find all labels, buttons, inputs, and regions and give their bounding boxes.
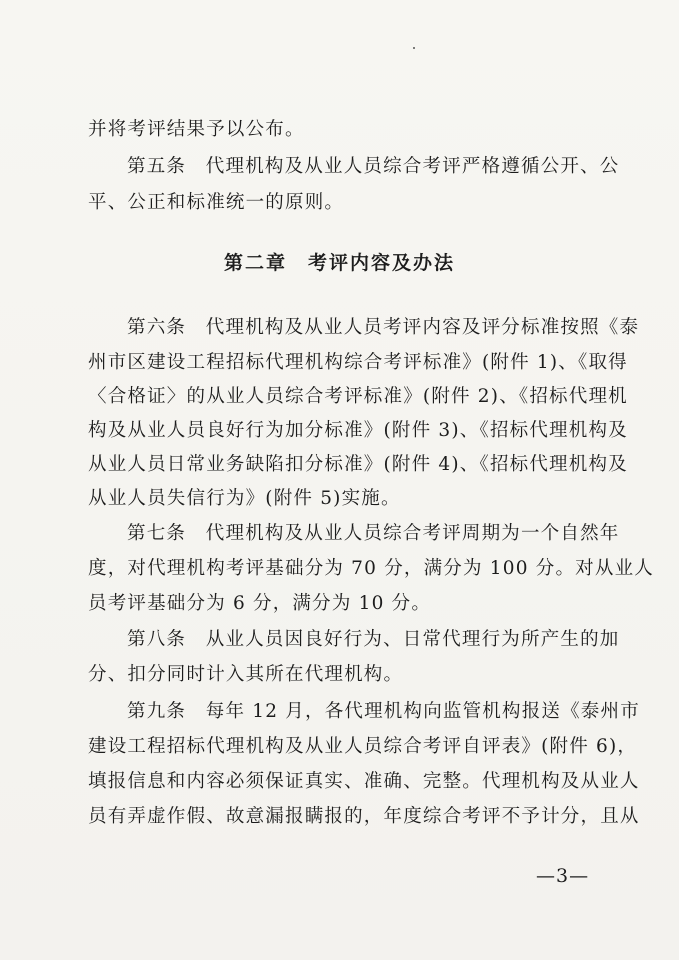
article-5-line-1: 第五条 代理机构及从业人员综合考评严格遵循公开、公: [127, 156, 620, 177]
text-line-1: 并将考评结果予以公布。: [88, 119, 305, 140]
article-6-line-1: 第六条 代理机构及从业人员考评内容及评分标准按照《泰: [127, 317, 640, 338]
article-9-line-1: 第九条 每年 12 月，各代理机构向监管机构报送《泰州市: [127, 701, 640, 722]
article-9-line-4: 员有弄虚作假、故意漏报瞒报的，年度综合考评不予计分，且从: [88, 806, 640, 827]
article-6-line-2: 州市区建设工程招标代理机构综合考评标准》(附件 1)、《取得: [88, 352, 628, 373]
article-7-line-2: 度，对代理机构考评基础分为 70 分，满分为 100 分。对从业人: [88, 558, 654, 579]
article-8-line-2: 分、扣分同时计入其所在代理机构。: [88, 664, 404, 685]
article-6-line-6: 从业人员失信行为》(附件 5)实施。: [88, 488, 401, 509]
article-9-line-2: 建设工程招标代理机构及从业人员综合考评自评表》(附件 6)，: [88, 736, 638, 757]
article-9-line-3: 填报信息和内容必须保证真实、准确、完整。代理机构及从业人: [88, 771, 640, 792]
article-6-line-5: 从业人员日常业务缺陷扣分标准》(附件 4)、《招标代理机构及: [88, 454, 628, 475]
article-8-line-1: 第八条 从业人员因良好行为、日常代理行为所产生的加: [127, 629, 620, 650]
article-7-line-3: 员考评基础分为 6 分，满分为 10 分。: [88, 593, 432, 614]
article-6-line-3: 〈合格证〉的从业人员综合考评标准》(附件 2)、《招标代理机: [88, 386, 628, 407]
article-6-line-4: 构及从业人员良好行为加分标准》(附件 3)、《招标代理机构及: [88, 420, 628, 441]
scan-speck: [413, 47, 415, 49]
article-7-line-1: 第七条 代理机构及从业人员综合考评周期为一个自然年: [127, 523, 620, 544]
chapter-heading: 第二章 考评内容及办法: [223, 252, 455, 274]
article-5-line-2: 平、公正和标准统一的原则。: [88, 192, 345, 213]
page-number: —3—: [536, 865, 590, 887]
